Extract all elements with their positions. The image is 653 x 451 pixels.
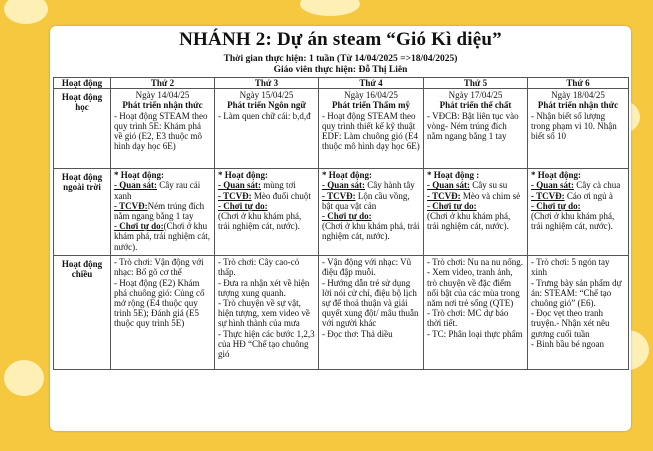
cell-heading: * Hoạt động: — [114, 170, 165, 181]
table-row — [54, 89, 629, 169]
teacher-line: Giáo viên thực hiện: Đỗ Thị Liên — [273, 65, 408, 75]
game-text: Mèo và chim sẻ — [460, 190, 521, 201]
observe-text: Cây cà chua — [574, 180, 621, 191]
col-header-monday: Thứ 2 — [111, 78, 215, 89]
row-label-afternoon: Hoạt động chiều — [54, 256, 111, 370]
cell-game — [427, 191, 524, 201]
col-header-activity: Hoạt động — [54, 78, 111, 89]
cell-category: Phát triển nhận thức — [537, 100, 619, 111]
cell-game — [322, 191, 420, 211]
game-text: Ném trúng đích nằm ngang bằng 1 tay — [114, 200, 205, 222]
cell-date: Ngày 14/04/25 — [135, 90, 190, 101]
cell-afternoon-thursday — [424, 256, 528, 370]
cell-text: - Hoạt động STEAM theo quy trình thiết kế kỹ thuật EDF: Làm chuông gió (E4 thuộc mô hình dạy học 6E) — [322, 110, 420, 152]
cell-free-play — [114, 221, 211, 252]
free-play-label: - Chơi tự do: — [531, 200, 581, 211]
col-header-thursday: Thứ 5 — [424, 78, 528, 89]
cell-learning-thursday — [424, 89, 528, 169]
cell-date: Ngày 16/04/25 — [344, 90, 398, 101]
game-label: - TCVĐ: — [531, 190, 565, 201]
col-header-friday: Thứ 6 — [528, 78, 629, 89]
cell-category: Phát triển nhận thức — [122, 100, 203, 111]
game-label: - TCVĐ: — [218, 190, 252, 201]
cell-game — [114, 201, 211, 221]
cell-date: Ngày 15/04/25 — [239, 90, 294, 101]
cell-text: - Trò chơi: 5 ngón tay xinh - Trưng bày sản phẩm dự án: STEAM: “Chế tạo chuông gió” (E6). - Đọc vẹt theo tranh truyện.- Nhận xét nêu gương cuối tuần - Bình bầu bé ngoan — [531, 257, 622, 349]
free-play-text: (Chơi ở khu khám phá, trải nghiệm cát, nước). — [531, 211, 615, 232]
free-play-text: (Chơi ở khu khám phá, trải nghiệm cát, nước). — [322, 221, 420, 242]
page-title: NHÁNH 2: Dự án steam “Gió Kì diệu” — [179, 29, 502, 50]
free-play-text: (Chơi ở khu khám phá, trải nghiệm cát, nước). — [114, 221, 210, 252]
observe-text: Cây su su — [470, 180, 508, 191]
cell-free-play — [531, 201, 625, 232]
game-text: Lộn cầu vồng, bật qua vật cản — [322, 190, 410, 211]
cell-free-play — [427, 201, 524, 232]
cell-free-play — [218, 201, 315, 232]
game-label: - TCVĐ: — [114, 200, 148, 211]
row-label-learning: Hoạt động học — [54, 89, 111, 169]
background-flower-decoration — [4, 0, 48, 24]
cell-learning-monday — [111, 89, 215, 169]
cell-afternoon-wednesday — [319, 256, 424, 370]
cell-learning-wednesday — [319, 89, 424, 169]
cell-free-play — [322, 211, 420, 242]
free-play-text: (Chơi ở khu khám phá, trải nghiệm cát, nước). — [218, 211, 302, 232]
free-play-label: - Chơi tự do: — [427, 200, 477, 211]
table-row — [54, 169, 629, 256]
game-text: Cáo ơi ngủ à — [564, 190, 613, 201]
cell-outdoor-monday — [111, 169, 215, 256]
cell-text: - Trò chơi: Vận động với nhạc: Bố gõ cơ thể - Hoạt động (E2) Khám phá chuông gió: Củng cố mở rộng (E4 thuộc quy trình 5E); Đánh giá (E5 thuộc quy trình 5E) — [114, 257, 205, 329]
cell-afternoon-friday — [528, 256, 629, 370]
free-play-text: (Chơi ở khu khám phá, trải nghiệm cát, nước). — [427, 211, 511, 232]
cell-heading: * Hoạt động : — [427, 170, 480, 181]
cell-observe — [114, 180, 211, 200]
game-label: - TCVĐ: — [322, 190, 356, 201]
observe-label: - Quan sát: — [218, 180, 262, 191]
cell-observe — [531, 180, 625, 190]
cell-text: - Trò chơi: Cây cao-cỏ thấp. - Đưa ra nhận xét về hiện tượng xung quanh. - Trò chuyện về sự vật, hiện tượng, xem video về sự hình thành của mưa - Thực hiện các bước 1,2,3 của HĐ “Chế tạo chuông gió — [218, 257, 315, 360]
cell-heading: * Hoạt động: — [531, 170, 582, 181]
time-line: Thời gian thực hiện: 1 tuần (Từ 14/04/2025 =>18/04/2025) — [223, 54, 458, 64]
background-flower-decoration — [4, 360, 44, 396]
observe-text: mùng tơi — [261, 180, 296, 191]
cell-game — [218, 191, 315, 201]
cell-date: Ngày 18/04/25 — [551, 90, 605, 101]
free-play-label: - Chơi tự do: — [322, 211, 372, 222]
cell-heading: * Hoạt động: — [218, 170, 269, 181]
cell-text: - VĐCB: Bật liên tục vào vòng- Ném trúng đích nằm ngang bằng 1 tay — [427, 110, 519, 142]
observe-label: - Quan sát: — [531, 180, 575, 191]
observe-text: Cây hành tây — [365, 180, 415, 191]
observe-text: Cây rau cải xanh — [114, 180, 201, 201]
cell-text: - Hoạt động STEAM theo quy trình 5E: Khám phá về gió (E2, E3 thuộc mô hình dạy học 6E) — [114, 110, 208, 152]
cell-text: - Trò chơi: Nu na nu nống. - Xem video, tranh ảnh, trò chuyện về đặc điểm nổi bật của các mùa trong năm nơi trẻ sống (QTE) - Trò chơi: MC dự báo thời tiết. - TC: Phân loại thực phẩm — [427, 257, 524, 339]
cell-heading: * Hoạt động: — [322, 170, 373, 181]
game-text: Mèo đuổi chuột — [251, 190, 311, 201]
col-header-wednesday: Thứ 4 — [319, 78, 424, 89]
table-row — [54, 256, 629, 370]
cell-observe — [218, 180, 315, 190]
cell-outdoor-thursday — [424, 169, 528, 256]
table-header-row — [54, 78, 629, 89]
observe-label: - Quan sát: — [322, 180, 366, 191]
cell-category: Phát triển Ngôn ngữ — [227, 100, 306, 111]
weekly-plan-table — [53, 77, 629, 370]
cell-date: Ngày 17/04/25 — [448, 90, 503, 101]
cell-game — [531, 191, 625, 201]
cell-outdoor-tuesday — [215, 169, 319, 256]
cell-text: - Vận động với nhạc: Vũ điệu đập muỗi. - Hướng dẫn trẻ sử dụng lời nói cử chỉ, điệu bộ lịch sự để thoả thuận và giải quyết xung đột/ mâu thuẫn với người khác - Đọc thơ: Thả diều — [322, 257, 419, 339]
free-play-label: - Chơi tự do: — [114, 221, 164, 232]
cell-outdoor-friday — [528, 169, 629, 256]
cell-category: Phát triển Thẩm mỹ — [331, 100, 411, 111]
col-header-tuesday: Thứ 3 — [215, 78, 319, 89]
cell-afternoon-monday — [111, 256, 215, 370]
observe-label: - Quan sát: — [427, 180, 471, 191]
background-flower-decoration — [300, 0, 360, 16]
cell-learning-tuesday — [215, 89, 319, 169]
plan-document — [50, 26, 631, 431]
cell-outdoor-wednesday — [319, 169, 424, 256]
cell-text: - Làm quen chữ cái: b,d,đ — [218, 110, 311, 121]
cell-text: - Nhận biết số lượng trong phạm vi 10. Nhận biết số 10 — [531, 110, 617, 142]
observe-label: - Quan sát: — [114, 180, 158, 191]
cell-learning-friday — [528, 89, 629, 169]
game-label: - TCVĐ: — [427, 190, 461, 201]
cell-category: Phát triển thể chất — [439, 100, 512, 111]
cell-observe — [322, 180, 420, 190]
cell-observe — [427, 180, 524, 190]
free-play-label: - Chơi tự do: — [218, 200, 268, 211]
row-label-outdoor: Hoạt động ngoài trời — [54, 169, 111, 256]
cell-afternoon-tuesday — [215, 256, 319, 370]
